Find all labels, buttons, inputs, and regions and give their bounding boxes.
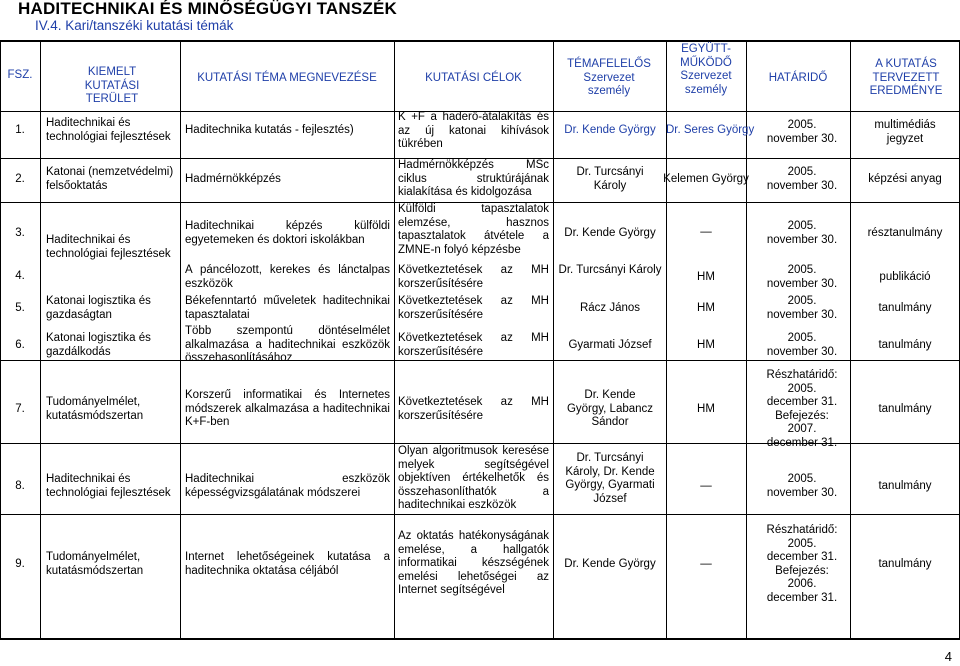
row-7-temafelelos: Dr. Kende György, Labancz Sándor: [566, 389, 654, 429]
row-9-terulet: Tudományelmélet, kutatásmódszertan: [46, 551, 144, 577]
row-9-celok: Az oktatás hatékonyságának emelése, a hallgatók informatikai készségének emelési lehetőségei az Internet segítségével: [398, 530, 549, 597]
row-7-fsz: 7.: [15, 403, 25, 415]
row-6-terulet: Katonai logisztika és gazdálkodás: [46, 332, 151, 358]
header-temafelelos: TÉMAFELELŐS Szervezet személy: [567, 58, 651, 98]
page-number: 4: [944, 649, 952, 664]
row-2-terulet: Katonai (nemzetvédelmi) felsőoktatás: [46, 166, 174, 192]
row-5-tema: Békefenntartó műveletek haditechnikai tapasztalatai: [185, 295, 390, 321]
row-4-hatarido: 2005. november 30.: [766, 264, 838, 290]
row-5-hatarido: 2005. november 30.: [766, 295, 838, 321]
row-6-tema: Több szempontú döntéselmélet alkalmazása a haditechnikai eszközök összehasonlításához: [185, 325, 390, 365]
row-7-tema: Korszerű informatikai és Internetes módszerek alkalmazása a haditechnikai K+F-ben: [185, 389, 390, 429]
row-2-egyuttmukodo: Kelemen György: [663, 173, 749, 185]
header-fsz: FSZ.: [7, 69, 33, 81]
row-7-celok: Következtetések az MH korszerűsítésére: [398, 396, 549, 422]
row-1-eredmeny: multimédiás jegyzet: [874, 119, 936, 145]
row-8-hatarido: 2005. november 30.: [766, 473, 838, 499]
row-6-egyuttmukodo: HM: [697, 339, 715, 351]
row-5-celok: Következtetések az MH korszerűsítésére: [398, 295, 549, 321]
row-6-fsz: 6.: [15, 339, 25, 351]
header-tema: KUTATÁSI TÉMA MEGNEVEZÉSE: [197, 72, 377, 84]
row-9-temafelelos: Dr. Kende György: [564, 558, 656, 570]
row-2-celok: Hadmérnökképzés MSc ciklus struktúrájának kialakítása és kidolgozása: [398, 159, 549, 199]
row-4-temafelelos: Dr. Turcsányi Károly: [558, 264, 662, 276]
row-9-tema: Internet lehetőségeinek kutatása a haditechnika oktatása céljából: [185, 551, 390, 577]
row-6-temafelelos: Gyarmati József: [568, 339, 652, 351]
row-4-tema: A páncélozott, kerekes és lánctalpas eszközök: [185, 264, 390, 290]
row-8-tema: Haditechnikai eszközök képességvizsgálatának módszerei: [185, 473, 390, 499]
row-6-hatarido: 2005. november 30.: [766, 332, 838, 358]
row-9-egyuttmukodo: —: [700, 558, 712, 570]
row-7-hatarido: Részhatáridő: 2005. december 31. Befejezés: 2007. december 31.: [766, 369, 838, 449]
row-2-temafelelos: Dr. Turcsányi Károly: [576, 166, 644, 192]
row-3-egyuttmukodo: —: [700, 226, 712, 238]
row-7-eredmeny: tanulmány: [878, 403, 932, 415]
row-8-celok: Olyan algoritmusok keresése melyek segítségével objektíven értékelhetők és összehasonlíthatók a haditechnikai eszközök: [398, 445, 549, 512]
row-1-tema: Haditechnika kutatás - fejlesztés): [185, 124, 354, 136]
header-terulet: KIEMELT KUTATÁSI TERÜLET: [84, 66, 140, 106]
row-2-fsz: 2.: [15, 173, 25, 185]
row-8-eredmeny: tanulmány: [878, 480, 932, 492]
row-1-terulet: Haditechnikai és technológiai fejlesztések: [46, 117, 171, 143]
header-celok: KUTATÁSI CÉLOK: [425, 72, 522, 84]
row-3-fsz: 3.: [15, 227, 25, 239]
row-3-celok: Külföldi tapasztalatok elemzése, hasznos tapasztalatok átvétele a ZMNE-n folyó képzésbe: [398, 203, 549, 256]
row-5-eredmeny: tanulmány: [878, 302, 932, 314]
row-6-eredmeny: tanulmány: [878, 339, 932, 351]
header-eredmeny: A KUTATÁS TERVEZETT EREDMÉNYE: [869, 58, 943, 98]
row-4-egyuttmukodo: HM: [697, 271, 715, 283]
row-7-egyuttmukodo: HM: [697, 403, 715, 415]
row-3-terulet: Haditechnikai és technológiai fejlesztések: [46, 234, 171, 260]
row-3-eredmeny: résztanulmány: [867, 227, 943, 239]
row-9-eredmeny: tanulmány: [878, 558, 932, 570]
row-1-egyuttmukodo: Dr. Seres György: [666, 124, 755, 136]
page-subtitle: IV.4. Kari/tanszéki kutatási témák: [35, 18, 234, 33]
row-1-hatarido: 2005. november 30.: [766, 119, 838, 145]
row-8-egyuttmukodo: —: [700, 480, 712, 492]
row-4-celok: Következtetések az MH korszerűsítésére: [398, 264, 549, 290]
row-8-temafelelos: Dr. Turcsányi Károly, Dr. Kende György, Gyarmati József: [565, 452, 655, 505]
header-egyuttmukodo: EGYÜTT-MŰKÖDŐ Szervezet személy: [680, 43, 732, 96]
page-title: HADITECHNIKAI ÉS MINŐSÉGÜGYI TANSZÉK: [18, 0, 398, 18]
row-3-temafelelos: Dr. Kende György: [564, 227, 656, 239]
row-8-terulet: Haditechnikai és technológiai fejlesztések: [46, 473, 171, 499]
row-7-terulet: Tudományelmélet, kutatásmódszertan: [46, 396, 144, 422]
row-1-fsz: 1.: [15, 124, 25, 136]
header-hatarido: HATÁRIDŐ: [768, 72, 828, 84]
row-2-eredmeny: képzési anyag: [868, 173, 942, 185]
row-5-terulet: Katonai logisztika és gazdaságtan: [46, 295, 151, 321]
row-1-temafelelos: Dr. Kende György: [564, 124, 656, 136]
row-5-temafelelos: Rácz János: [579, 302, 641, 314]
row-3-tema: Haditechnikai képzés külföldi egyetemeken és doktori iskolákban: [185, 220, 390, 246]
row-5-egyuttmukodo: HM: [697, 302, 715, 314]
row-4-fsz: 4.: [15, 270, 25, 282]
row-2-tema: Hadmérnökképzés: [185, 173, 281, 185]
row-9-fsz: 9.: [15, 558, 25, 570]
row-6-celok: Következtetések az MH korszerűsítésére: [398, 332, 549, 358]
row-4-eredmeny: publikáció: [879, 271, 931, 283]
row-3-hatarido: 2005. november 30.: [766, 220, 838, 246]
row-8-fsz: 8.: [15, 480, 25, 492]
row-1-celok: K +F a haderő-átalakítás és az új katonai kihívások tükrében: [398, 111, 549, 151]
row-9-hatarido: Részhatáridő: 2005. december 31. Befejezés: 2006. december 31.: [766, 524, 838, 604]
row-5-fsz: 5.: [15, 302, 25, 314]
row-2-hatarido: 2005. november 30.: [766, 166, 838, 192]
